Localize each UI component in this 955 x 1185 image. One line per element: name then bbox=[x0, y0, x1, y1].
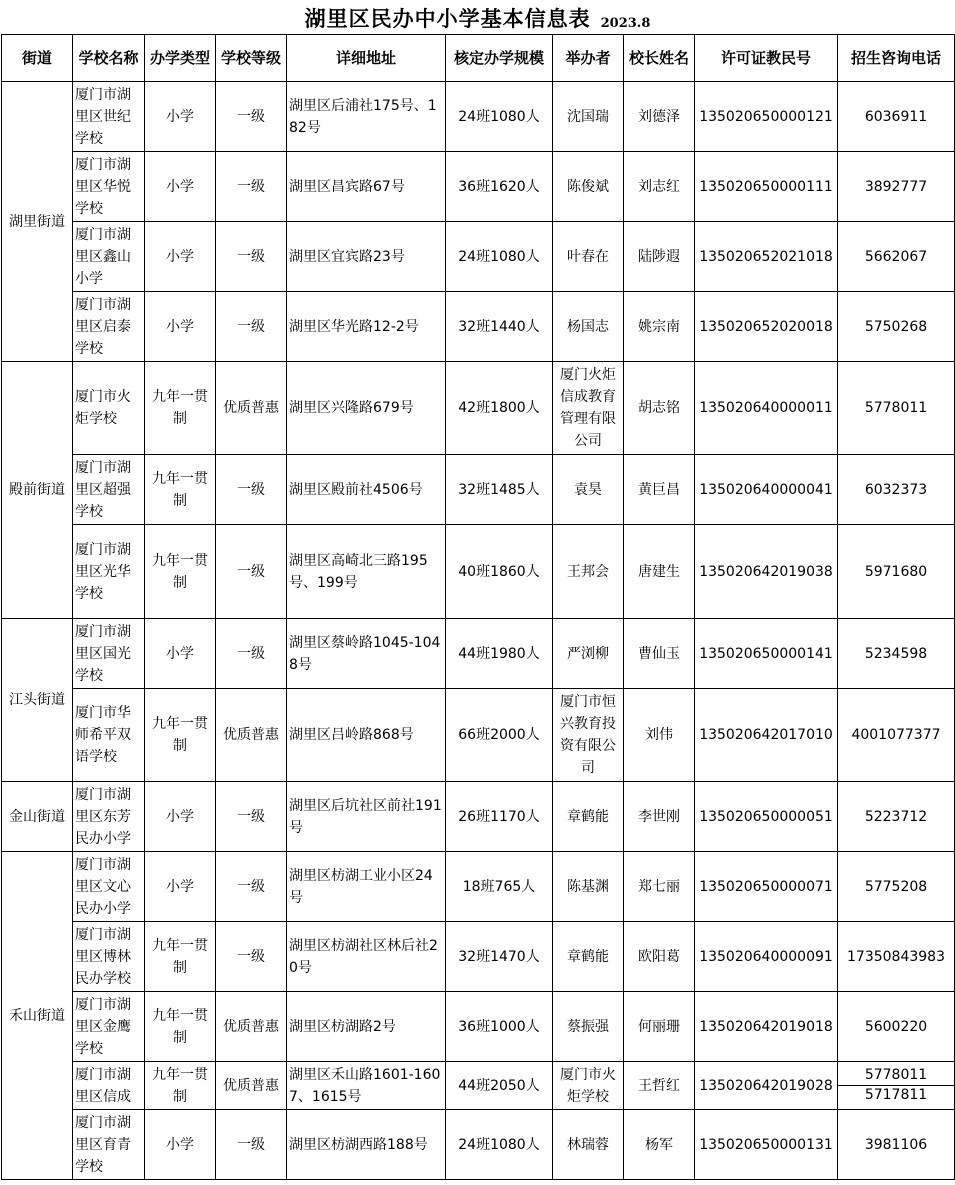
table-row bbox=[2, 152, 955, 222]
license-number: 135020652021018 bbox=[695, 222, 838, 292]
phone: 5750268 bbox=[838, 292, 955, 362]
sponsor: 章鹤能 bbox=[553, 782, 624, 852]
scale: 36班1620人 bbox=[446, 152, 553, 222]
header-cell: 许可证教民号 bbox=[695, 35, 838, 82]
sponsor: 严浏柳 bbox=[553, 619, 624, 689]
phone: 4001077377 bbox=[838, 689, 955, 782]
school-name: 厦门市湖里区超强学校 bbox=[73, 455, 145, 525]
phone-secondary: 5717811 bbox=[864, 1087, 928, 1103]
header-cell: 核定办学规模 bbox=[446, 35, 553, 82]
header-cell: 学校名称 bbox=[73, 35, 145, 82]
phone: 17350843983 bbox=[838, 922, 955, 992]
license-number: 135020640000041 bbox=[695, 455, 838, 525]
school-type: 小学 bbox=[145, 292, 216, 362]
scale: 36班1000人 bbox=[446, 992, 553, 1062]
school-type: 九年一贯制 bbox=[145, 455, 216, 525]
address: 湖里区殿前社4506号 bbox=[287, 455, 446, 525]
principal: 曹仙玉 bbox=[624, 619, 695, 689]
scale: 40班1860人 bbox=[446, 525, 553, 619]
scale: 18班765人 bbox=[446, 852, 553, 922]
phone: 6032373 bbox=[838, 455, 955, 525]
license-number: 135020650000051 bbox=[695, 782, 838, 852]
license-number: 135020642019038 bbox=[695, 525, 838, 619]
header-cell: 办学类型 bbox=[145, 35, 216, 82]
license-number: 135020650000131 bbox=[695, 1110, 838, 1180]
school-level: 优质普惠 bbox=[216, 689, 287, 782]
table-row bbox=[2, 222, 955, 292]
header-row bbox=[2, 35, 955, 82]
license-number: 135020650000141 bbox=[695, 619, 838, 689]
school-name: 厦门市湖里区光华学校 bbox=[73, 525, 145, 619]
school-type: 九年一贯制 bbox=[145, 922, 216, 992]
principal: 杨军 bbox=[624, 1110, 695, 1180]
phone: 5600220 bbox=[838, 992, 955, 1062]
principal: 刘志红 bbox=[624, 152, 695, 222]
scale: 44班1980人 bbox=[446, 619, 553, 689]
header-cell: 校长姓名 bbox=[624, 35, 695, 82]
phone: 5778011 bbox=[838, 362, 955, 455]
header-cell: 举办者 bbox=[553, 35, 624, 82]
school-name: 厦门市湖里区鑫山小学 bbox=[73, 222, 145, 292]
school-name: 厦门市湖里区国光学校 bbox=[73, 619, 145, 689]
license-number: 135020640000011 bbox=[695, 362, 838, 455]
phone: 3981106 bbox=[838, 1110, 955, 1180]
title-row bbox=[0, 0, 955, 34]
table-row bbox=[2, 852, 955, 922]
school-name: 厦门市华师希平双语学校 bbox=[73, 689, 145, 782]
license-number: 135020642017010 bbox=[695, 689, 838, 782]
school-type: 九年一贯制 bbox=[145, 1062, 216, 1110]
scale: 24班1080人 bbox=[446, 1110, 553, 1180]
address: 湖里区宜宾路23号 bbox=[287, 222, 446, 292]
table-row bbox=[2, 1062, 955, 1110]
school-level: 一级 bbox=[216, 1110, 287, 1180]
sponsor: 王邦会 bbox=[553, 525, 624, 619]
phone: 5234598 bbox=[838, 619, 955, 689]
school-name: 厦门市湖里区金鹰学校 bbox=[73, 992, 145, 1062]
street-cell: 殿前街道 bbox=[2, 362, 73, 619]
header-cell: 学校等级 bbox=[216, 35, 287, 82]
sponsor: 杨国志 bbox=[553, 292, 624, 362]
phone: 5778011 bbox=[838, 1066, 954, 1086]
sponsor: 蔡振强 bbox=[553, 992, 624, 1062]
sponsor: 陈基渊 bbox=[553, 852, 624, 922]
address: 湖里区枋湖西路188号 bbox=[287, 1110, 446, 1180]
table-row bbox=[2, 1110, 955, 1180]
table-row bbox=[2, 455, 955, 525]
license-number: 135020650000121 bbox=[695, 82, 838, 152]
scale: 66班2000人 bbox=[446, 689, 553, 782]
header-cell: 招生咨询电话 bbox=[838, 35, 955, 82]
scale: 44班2050人 bbox=[446, 1062, 553, 1110]
principal: 李世刚 bbox=[624, 782, 695, 852]
page-title: 湖里区民办中小学基本信息表 bbox=[304, 7, 591, 31]
license-number: 135020642019028 bbox=[695, 1062, 838, 1110]
school-level: 一级 bbox=[216, 619, 287, 689]
sponsor: 厦门市恒兴教育投资有限公司 bbox=[553, 689, 624, 782]
address: 湖里区吕岭路868号 bbox=[287, 689, 446, 782]
principal: 郑七丽 bbox=[624, 852, 695, 922]
address: 湖里区蔡岭路1045-1048号 bbox=[287, 619, 446, 689]
street-cell: 江头街道 bbox=[2, 619, 73, 782]
school-type: 小学 bbox=[145, 152, 216, 222]
principal: 黄巨昌 bbox=[624, 455, 695, 525]
table-row bbox=[2, 922, 955, 992]
table-row bbox=[2, 782, 955, 852]
scale: 26班1170人 bbox=[446, 782, 553, 852]
table-row bbox=[2, 992, 955, 1062]
scale: 42班1800人 bbox=[446, 362, 553, 455]
principal: 胡志铭 bbox=[624, 362, 695, 455]
school-level: 一级 bbox=[216, 922, 287, 992]
address: 湖里区后坑社区前社191号 bbox=[287, 782, 446, 852]
school-type: 九年一贯制 bbox=[145, 525, 216, 619]
school-type: 小学 bbox=[145, 619, 216, 689]
license-number: 135020650000071 bbox=[695, 852, 838, 922]
school-level: 一级 bbox=[216, 455, 287, 525]
phone: 5223712 bbox=[838, 782, 955, 852]
school-name: 厦门市湖里区启泰学校 bbox=[73, 292, 145, 362]
school-level: 一级 bbox=[216, 82, 287, 152]
principal: 王哲红 bbox=[624, 1062, 695, 1110]
school-type: 九年一贯制 bbox=[145, 362, 216, 455]
scale: 32班1485人 bbox=[446, 455, 553, 525]
date-label: 2023.8 bbox=[600, 16, 651, 31]
school-type: 小学 bbox=[145, 852, 216, 922]
school-level: 优质普惠 bbox=[216, 362, 287, 455]
principal: 欧阳葛 bbox=[624, 922, 695, 992]
phone: 3892777 bbox=[838, 152, 955, 222]
scale: 24班1080人 bbox=[446, 222, 553, 292]
phone: 5971680 bbox=[838, 525, 955, 619]
address: 湖里区枋湖路2号 bbox=[287, 992, 446, 1062]
header-cell: 详细地址 bbox=[287, 35, 446, 82]
sponsor: 厦门火炬信成教育管理有限公司 bbox=[553, 362, 624, 455]
school-name: 厦门市湖里区东芳民办小学 bbox=[73, 782, 145, 852]
sponsor: 林瑞蓉 bbox=[553, 1110, 624, 1180]
address: 湖里区高崎北三路195号、199号 bbox=[287, 525, 446, 619]
phone: 6036911 bbox=[838, 82, 955, 152]
street-cell: 禾山街道 bbox=[2, 852, 73, 1180]
school-type: 小学 bbox=[145, 82, 216, 152]
address: 湖里区后浦社175号、182号 bbox=[287, 82, 446, 152]
school-name: 厦门市火炬学校 bbox=[73, 362, 145, 455]
school-info-table bbox=[1, 34, 955, 1180]
school-type: 九年一贯制 bbox=[145, 689, 216, 782]
school-type: 小学 bbox=[145, 222, 216, 292]
address: 湖里区华光路12-2号 bbox=[287, 292, 446, 362]
sponsor: 陈俊斌 bbox=[553, 152, 624, 222]
table-row bbox=[2, 362, 955, 455]
address: 湖里区枋湖社区林后社20号 bbox=[287, 922, 446, 992]
scale: 32班1440人 bbox=[446, 292, 553, 362]
street-cell: 金山街道 bbox=[2, 782, 73, 852]
school-level: 优质普惠 bbox=[216, 1062, 287, 1110]
sponsor: 厦门市火炬学校 bbox=[553, 1062, 624, 1110]
table-row bbox=[2, 82, 955, 152]
sponsor: 沈国瑞 bbox=[553, 82, 624, 152]
school-level: 优质普惠 bbox=[216, 992, 287, 1062]
school-type: 九年一贯制 bbox=[145, 992, 216, 1062]
table-row bbox=[2, 525, 955, 619]
school-level: 一级 bbox=[216, 222, 287, 292]
principal: 姚宗南 bbox=[624, 292, 695, 362]
scale: 24班1080人 bbox=[446, 82, 553, 152]
sponsor: 章鹤能 bbox=[553, 922, 624, 992]
header-cell: 街道 bbox=[2, 35, 73, 82]
school-level: 一级 bbox=[216, 852, 287, 922]
school-level: 一级 bbox=[216, 782, 287, 852]
principal: 何丽珊 bbox=[624, 992, 695, 1062]
principal: 刘德泽 bbox=[624, 82, 695, 152]
table-row bbox=[2, 619, 955, 689]
table-row bbox=[2, 689, 955, 782]
scale: 32班1470人 bbox=[446, 922, 553, 992]
school-name: 厦门市湖里区华悦学校 bbox=[73, 152, 145, 222]
school-type: 小学 bbox=[145, 782, 216, 852]
school-level: 一级 bbox=[216, 152, 287, 222]
license-number: 135020652020018 bbox=[695, 292, 838, 362]
principal: 陆陟遐 bbox=[624, 222, 695, 292]
school-type: 小学 bbox=[145, 1110, 216, 1180]
sponsor: 叶春在 bbox=[553, 222, 624, 292]
school-name: 厦门市湖里区育青学校 bbox=[73, 1110, 145, 1180]
address: 湖里区昌宾路67号 bbox=[287, 152, 446, 222]
license-number: 135020640000091 bbox=[695, 922, 838, 992]
phone: 5662067 bbox=[838, 222, 955, 292]
license-number: 135020650000111 bbox=[695, 152, 838, 222]
school-name: 厦门市湖里区文心民办小学 bbox=[73, 852, 145, 922]
school-name: 厦门市湖里区信成 bbox=[73, 1062, 145, 1110]
street-cell: 湖里街道 bbox=[2, 82, 73, 362]
address: 湖里区枋湖工业小区24号 bbox=[287, 852, 446, 922]
license-number: 135020642019018 bbox=[695, 992, 838, 1062]
table-row bbox=[2, 292, 955, 362]
address: 湖里区禾山路1601-1607、1615号 bbox=[287, 1062, 446, 1110]
school-name: 厦门市湖里区博林民办学校 bbox=[73, 922, 145, 992]
phone: 5775208 bbox=[838, 852, 955, 922]
principal: 唐建生 bbox=[624, 525, 695, 619]
principal: 刘伟 bbox=[624, 689, 695, 782]
address: 湖里区兴隆路679号 bbox=[287, 362, 446, 455]
phone-cell bbox=[838, 1062, 955, 1110]
school-level: 一级 bbox=[216, 292, 287, 362]
sponsor: 袁昊 bbox=[553, 455, 624, 525]
school-level: 一级 bbox=[216, 525, 287, 619]
school-name: 厦门市湖里区世纪学校 bbox=[73, 82, 145, 152]
